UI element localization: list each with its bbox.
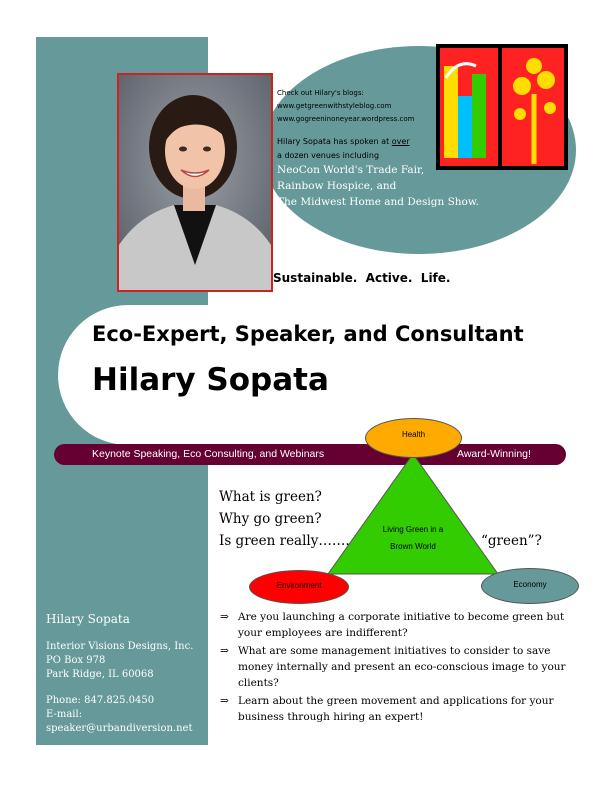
blog-link-1[interactable]: www.getgreenwithstyleblog.com — [277, 102, 392, 110]
list-item — [220, 643, 580, 691]
question-1: What is green? — [219, 489, 322, 505]
contact-company: Interior Visions Designs, Inc. — [46, 641, 194, 652]
page-subtitle: Eco-Expert, Speaker, and Consultant — [92, 322, 524, 346]
double-arrow-icon: ⇒ — [220, 611, 229, 623]
spoken-over: over — [391, 137, 410, 146]
green-triangle — [328, 454, 498, 574]
contact-address-1: PO Box 978 — [46, 655, 106, 666]
bullet-text-1: Are you launching a corporate initiative to become green but your employees are indifferent? — [238, 611, 565, 639]
health-label: Health — [401, 430, 426, 439]
triangle-label-line-2: Brown World — [390, 542, 436, 551]
question-3: Is green really……. — [219, 533, 350, 549]
portrait-illustration — [119, 75, 271, 290]
services-text: Keynote Speaking, Eco Consulting, and Webinars — [92, 448, 325, 460]
bullet-text-2: What are some management initiatives to consider to save money internally and present an eco-conscious image to your clients? — [238, 645, 566, 689]
spoken-line-2: a dozen venues including — [277, 151, 380, 160]
list-item — [220, 693, 580, 725]
green-art-tile — [436, 44, 568, 170]
page-title: Hilary Sopata — [92, 362, 329, 398]
contact-address-2: Park Ridge, IL 60068 — [46, 669, 154, 680]
speaker-photo — [117, 73, 273, 292]
triangle-center-label — [370, 521, 456, 555]
environment-label: Environment — [276, 581, 322, 590]
question-2: Why go green? — [219, 511, 322, 527]
spoken-line-1-text: Hilary Sopata has spoken at — [277, 137, 392, 146]
venue-1: NeoCon World's Trade Fair, — [277, 164, 425, 176]
bullet-text-3: Learn about the green movement and applications for your business through hiring an expert! — [238, 695, 554, 723]
award-text: Award-Winning! — [457, 448, 531, 460]
blog-link-2[interactable]: www.gogreeninoneyear.wordpress.com — [277, 115, 415, 123]
triangle-label-line-1: Living Green in a — [382, 525, 444, 534]
contact-email-label: E-mail: — [46, 709, 83, 720]
list-item — [220, 609, 580, 641]
tagline: Sustainable. Active. Life. — [273, 271, 451, 285]
economy-label: Economy — [513, 580, 547, 589]
venue-3: The Midwest Home and Design Show. — [277, 196, 479, 208]
blog-intro: Check out Hilary's blogs: — [277, 89, 364, 97]
question-3-end: “green”? — [481, 533, 542, 549]
contact-phone: Phone: 847.825.0450 — [46, 695, 155, 706]
venue-2: Rainbow Hospice, and — [277, 180, 397, 192]
spoken-line-1 — [277, 136, 410, 148]
double-arrow-icon: ⇒ — [220, 695, 229, 707]
bar-and-tree-art — [436, 44, 568, 170]
contact-email[interactable]: speaker@urbandiversion.net — [46, 723, 193, 734]
contact-name: Hilary Sopata — [46, 612, 130, 626]
bullet-list — [220, 609, 580, 727]
double-arrow-icon: ⇒ — [220, 645, 229, 657]
